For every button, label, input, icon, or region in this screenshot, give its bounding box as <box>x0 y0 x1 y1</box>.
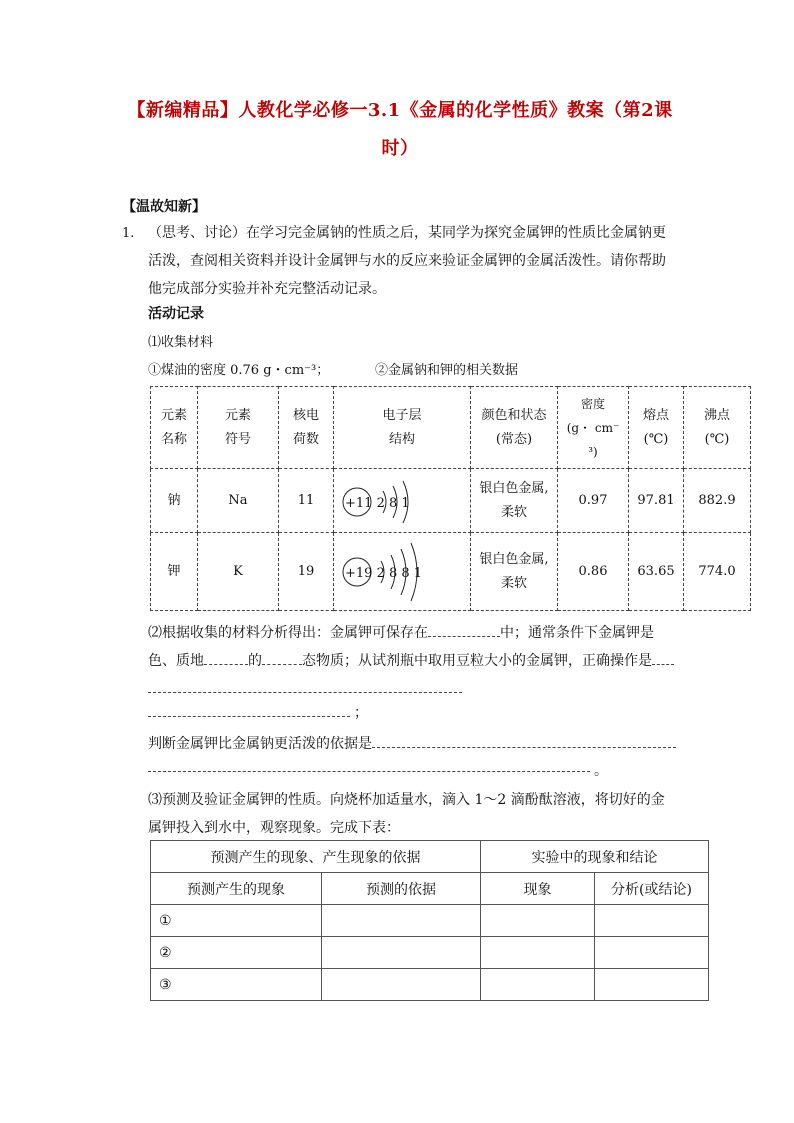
state-cell: 银白色金属, 柔软 <box>471 469 558 533</box>
judge-blank-line-end[interactable] <box>148 771 590 772</box>
texture-blank[interactable] <box>204 650 248 665</box>
nuclear-charge: 11 <box>279 469 334 533</box>
record-heading: 活动记录 <box>148 306 204 322</box>
element-name: 钾 <box>151 533 198 611</box>
metal-data-label: ②金属钠和钾的相关数据 <box>375 363 519 378</box>
header-cell: 元素 名称 <box>151 387 198 469</box>
column-header: 现象 <box>481 873 595 905</box>
element-name: 钠 <box>151 469 198 533</box>
section-heading: 【温故知新】 <box>122 199 206 215</box>
column-header: 预测的依据 <box>322 873 481 905</box>
answer-cell[interactable] <box>595 969 709 1001</box>
potassium-atom-diagram <box>337 539 467 605</box>
group-header: 预测产生的现象、产生现象的依据 <box>151 841 481 873</box>
document-title-line1: 【新编精品】人教化学必修一3.1《金属的化学性质》教案（第2课 <box>127 100 673 121</box>
header-cell: 颜色和状态 (常态) <box>471 387 558 469</box>
answer-cell[interactable] <box>595 905 709 937</box>
step1-label: ⑴收集材料 <box>148 335 214 350</box>
operation-blank-start[interactable] <box>652 650 674 665</box>
state-cell: 银白色金属, 柔软 <box>471 533 558 611</box>
period: 。 <box>594 763 608 779</box>
table-row <box>151 469 751 533</box>
sodium-atom-diagram <box>337 474 467 528</box>
electron-shell-cell <box>334 533 471 611</box>
kerosene-density: ①煤油的密度 0.76 g・cm⁻³； <box>148 363 330 378</box>
density-value: 0.97 <box>558 469 629 533</box>
nuclear-charge: 19 <box>279 533 334 611</box>
question2-line1: ⑵根据收集的材料分析得出：金属钾可保存在 中；通常条件下金属钾是 <box>148 622 654 642</box>
boiling-value: 774.0 <box>684 533 751 611</box>
storage-blank[interactable] <box>428 622 500 637</box>
semicolon: ； <box>354 705 368 721</box>
potassium-structure-text: +19 2 8 8 1 <box>345 565 423 581</box>
sodium-structure-text: +11 2 8 1 <box>345 495 410 511</box>
question2-judge: 判断金属钾比金属钠更活泼的依据是 <box>148 733 676 753</box>
table-row <box>151 905 709 937</box>
operation-blank-line-end[interactable] <box>148 716 350 717</box>
operation-blank-line[interactable] <box>148 692 462 693</box>
answer-cell[interactable] <box>595 937 709 969</box>
table-header-row <box>151 841 709 873</box>
judge-blank[interactable] <box>372 733 676 748</box>
table-row <box>151 969 709 1001</box>
answer-cell[interactable] <box>481 905 595 937</box>
element-symbol: Na <box>198 469 279 533</box>
header-cell: 熔点 (℃) <box>629 387 684 469</box>
header-cell: 核电 荷数 <box>279 387 334 469</box>
melting-value: 63.65 <box>629 533 684 611</box>
metal-data-table <box>150 386 751 611</box>
table-row <box>151 937 709 969</box>
row-index: ③ <box>151 969 322 1001</box>
column-header: 分析(或结论) <box>595 873 709 905</box>
melting-value: 97.81 <box>629 469 684 533</box>
table-row <box>151 533 751 611</box>
question2-line2: 色、质地 的 态物质；从试剂瓶中取用豆粒大小的金属钾，正确操作是 <box>148 650 674 670</box>
header-cell: 密度 (g・ cm⁻ ³) <box>558 387 629 469</box>
header-cell: 沸点 (℃) <box>684 387 751 469</box>
row-index: ① <box>151 905 322 937</box>
group-header: 实验中的现象和结论 <box>481 841 709 873</box>
question3-text: ⑶预测及验证金属钾的性质。向烧杯加适量水，滴入 1～2 滴酚酞溶液，将切好的金属钾投入到水中，观察现象。完成下表： <box>148 792 665 836</box>
answer-cell[interactable] <box>322 905 481 937</box>
table-header-row <box>151 873 709 905</box>
answer-cell[interactable] <box>322 969 481 1001</box>
boiling-value: 882.9 <box>684 469 751 533</box>
element-symbol: K <box>198 533 279 611</box>
row-index: ② <box>151 937 322 969</box>
document-title-line2: 时） <box>381 138 419 159</box>
density-value: 0.86 <box>558 533 629 611</box>
column-header: 预测产生的现象 <box>151 873 322 905</box>
question-number: 1. <box>122 226 135 241</box>
state-blank[interactable] <box>262 650 302 665</box>
question-text: （思考、讨论）在学习完金属钠的性质之后，某同学为探究金属钾的性质比金属钠更活泼，查阅相关资料并设计金属钾与水的反应来验证金属钾的金属活泼性。请你帮助他完成部分实验并补充完整活动记录。 <box>148 225 666 297</box>
answer-cell[interactable] <box>322 937 481 969</box>
header-cell: 电子层 结构 <box>334 387 471 469</box>
answer-cell[interactable] <box>481 937 595 969</box>
electron-shell-cell <box>334 469 471 533</box>
answer-cell[interactable] <box>481 969 595 1001</box>
table-header-row <box>151 387 751 469</box>
header-cell: 元素 符号 <box>198 387 279 469</box>
prediction-result-table <box>150 840 709 1001</box>
